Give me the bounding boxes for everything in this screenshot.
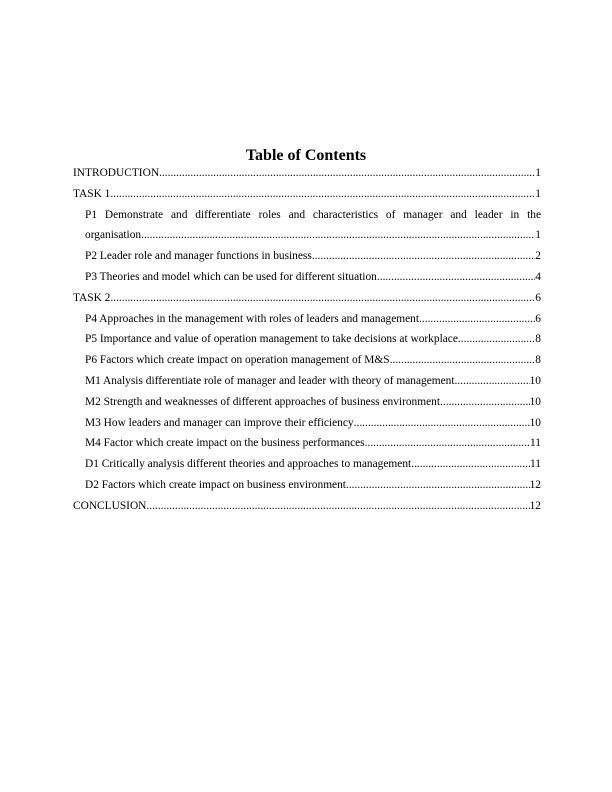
dot-leader	[312, 246, 535, 267]
toc-entry-page: 1	[535, 229, 541, 242]
toc-entry-title: CONCLUSION	[73, 499, 147, 512]
toc-entry-title: TASK 1	[73, 187, 111, 200]
dot-leader	[346, 475, 530, 496]
dot-leader	[141, 225, 535, 246]
toc-entry-p5[interactable]	[73, 329, 541, 350]
toc-entry-d1[interactable]	[73, 454, 541, 475]
dot-leader	[390, 350, 536, 371]
toc-entry-title: M3 How leaders and manager can improve their efficiency	[85, 416, 354, 429]
toc-entry-title: INTRODUCTION	[73, 167, 160, 179]
toc-entry-task-1[interactable]	[73, 184, 541, 205]
toc-entry-title: P4 Approaches in the management with roles of leaders and management	[85, 312, 420, 325]
toc-entry-page: 11	[530, 437, 541, 450]
toc-entry-page: 1	[535, 167, 541, 179]
toc-entry-title: P5 Importance and value of operation management to take decisions at workplace	[85, 333, 458, 346]
toc-entry-title: P6 Factors which create impact on operation management of M&S	[85, 354, 390, 367]
toc-entry-page: 6	[535, 312, 541, 325]
toc-title: Table of Contents	[245, 147, 367, 164]
toc-entry-p3[interactable]	[73, 267, 541, 288]
toc-entry-title: M2 Strength and weaknesses of different approaches of business environment	[85, 395, 441, 408]
toc-entry-page: 8	[535, 333, 541, 346]
dot-leader	[354, 413, 530, 434]
toc-entry-conclusion[interactable]	[73, 496, 541, 517]
dot-leader	[419, 309, 535, 330]
toc-entry-title: TASK 2	[73, 291, 111, 304]
dot-leader	[159, 163, 535, 184]
dot-leader	[440, 392, 530, 413]
toc-entry-title: M4 Factor which create impact on the business performances	[85, 437, 365, 450]
toc-entry-page: 10	[529, 395, 541, 408]
toc-entry-d2[interactable]	[73, 475, 541, 496]
toc-entry-title: D1 Critically analysis different theories and approaches to management	[85, 458, 412, 471]
toc-entry-title: P2 Leader role and manager functions in business	[85, 250, 312, 263]
toc-entry-page: 12	[529, 499, 541, 512]
toc-entry-page: 4	[535, 270, 541, 283]
toc-entry-title: P3 Theories and model which can be used for different situation	[85, 270, 377, 283]
dot-leader	[411, 454, 530, 475]
table-of-contents	[73, 163, 541, 517]
toc-entry-page: 10	[529, 374, 541, 387]
toc-entry-m3[interactable]	[73, 413, 541, 434]
toc-entry-page: 12	[529, 478, 541, 491]
toc-entry-p4[interactable]	[73, 309, 541, 330]
toc-entry-p2[interactable]	[73, 246, 541, 267]
dot-leader	[455, 371, 530, 392]
toc-entry-introduction[interactable]	[73, 163, 541, 184]
toc-entry-title-line2: organisation	[85, 229, 142, 242]
toc-entry-p6[interactable]	[73, 350, 541, 371]
toc-entry-page: 10	[529, 416, 541, 429]
toc-entry-title: M1 Analysis differentiate role of manager and leader with theory of management	[85, 374, 455, 387]
toc-entry-page: 6	[535, 291, 541, 304]
toc-entry-second-line	[85, 225, 541, 246]
toc-entry-p1[interactable]	[73, 205, 541, 247]
toc-entry-task-2[interactable]	[73, 288, 541, 309]
toc-entry-page: 11	[530, 458, 541, 471]
dot-leader	[377, 267, 535, 288]
toc-entry-m2[interactable]	[73, 392, 541, 413]
dot-leader	[110, 288, 535, 309]
toc-entry-title: D2 Factors which create impact on business environment	[85, 478, 346, 491]
toc-entry-page: 8	[535, 354, 541, 367]
toc-entry-page: 2	[535, 250, 541, 263]
dot-leader	[110, 184, 535, 205]
toc-entry-title-line1: P1 Demonstrate and differentiate roles and characteristics of manager and leader in the	[85, 208, 541, 221]
toc-entry-page: 1	[535, 187, 541, 200]
dot-leader	[146, 496, 529, 517]
dot-leader	[365, 433, 530, 454]
toc-entry-m4[interactable]	[73, 433, 541, 454]
toc-entry-m1[interactable]	[73, 371, 541, 392]
dot-leader	[458, 329, 535, 350]
